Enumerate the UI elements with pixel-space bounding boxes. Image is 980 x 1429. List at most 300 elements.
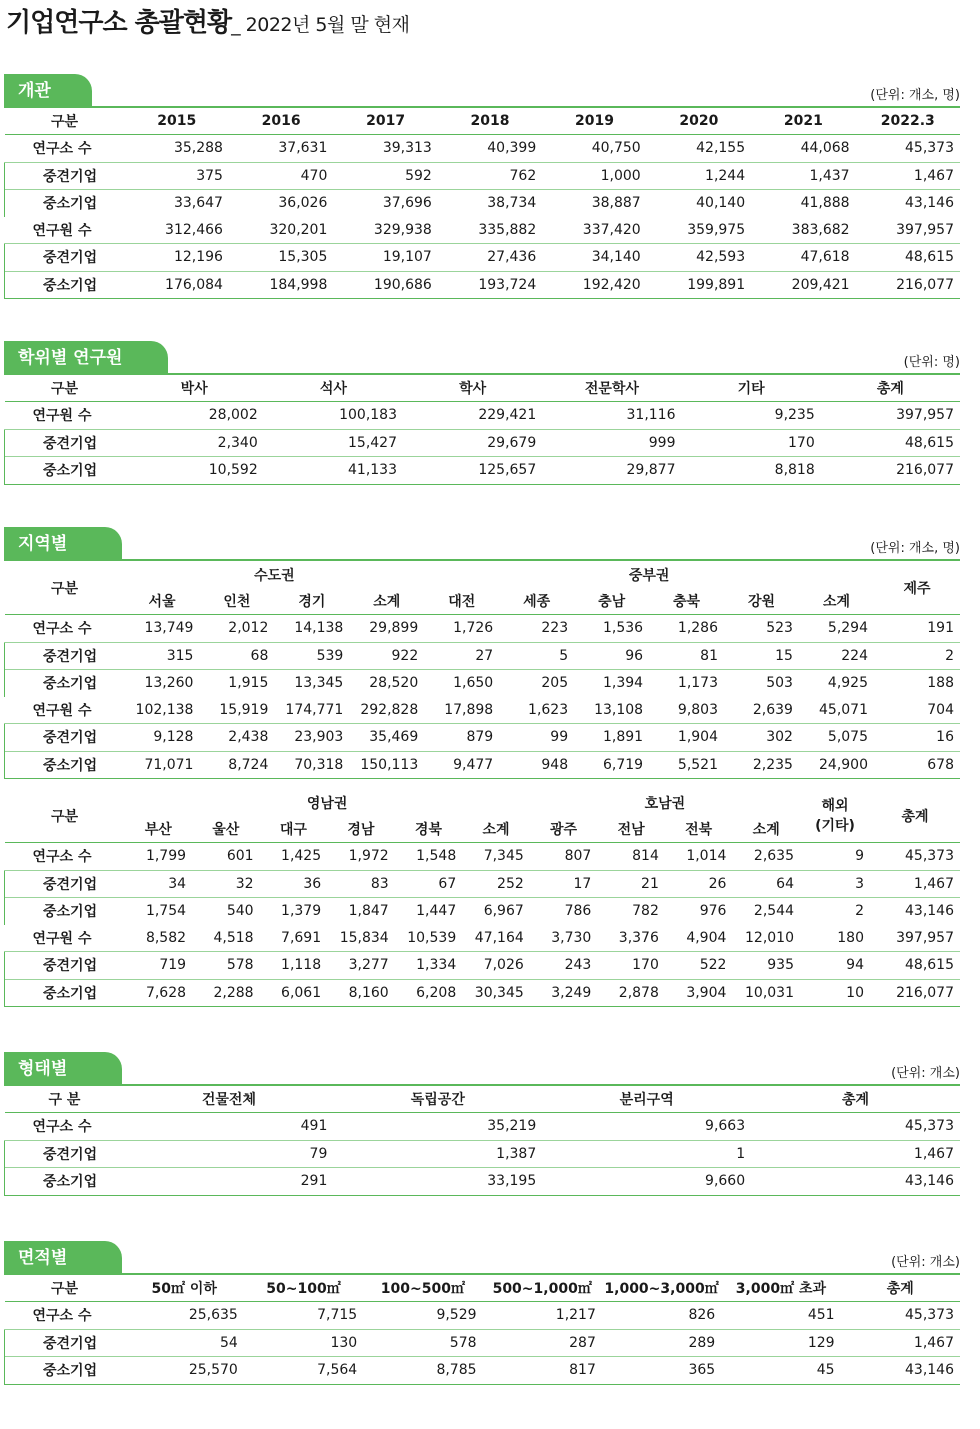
table-cell: 5,294 bbox=[827, 620, 868, 637]
table-cell: 3,277 bbox=[327, 952, 395, 980]
table-cell: 45 bbox=[721, 1357, 840, 1385]
table-row bbox=[5, 244, 961, 272]
table-row bbox=[5, 1113, 961, 1141]
col-header: 50~100㎡ bbox=[244, 1275, 363, 1302]
table-cell: 1,334 bbox=[395, 952, 463, 980]
table-cell: 1,467 bbox=[841, 1329, 960, 1357]
group-header-jungbugwon: 중부권 bbox=[628, 567, 670, 584]
section-overview bbox=[4, 74, 960, 299]
table-cell: 814 bbox=[632, 848, 659, 865]
table-cell: 3,730 bbox=[551, 929, 592, 946]
col-header: 소계 bbox=[462, 816, 530, 843]
col-header: 경기 bbox=[274, 588, 349, 615]
col-header: 전북 bbox=[665, 816, 733, 843]
row-label: 중견기업 bbox=[5, 724, 125, 752]
table-cell: 1,244 bbox=[647, 162, 751, 190]
section-tab: 면적별 bbox=[4, 1241, 122, 1275]
table-cell: 15 bbox=[724, 642, 799, 670]
table-row bbox=[5, 870, 961, 898]
table-cell: 32 bbox=[192, 870, 260, 898]
table-cell: 592 bbox=[333, 162, 437, 190]
table-cell: 8,160 bbox=[327, 979, 395, 1007]
table-cell: 15,427 bbox=[264, 429, 403, 457]
row-label: 중견기업 bbox=[5, 1329, 125, 1357]
table-cell: 43,146 bbox=[751, 1168, 960, 1196]
table-cell: 29,899 bbox=[369, 620, 419, 637]
table-cell: 522 bbox=[665, 952, 733, 980]
table-cell: 7,715 bbox=[317, 1307, 358, 1324]
table-cell: 1,118 bbox=[260, 952, 328, 980]
col-header: 2016 bbox=[229, 108, 333, 135]
table-cell: 47,618 bbox=[751, 244, 855, 272]
table-cell: 15,305 bbox=[229, 244, 333, 272]
table-row bbox=[5, 642, 961, 670]
row-label: 중견기업 bbox=[5, 642, 125, 670]
table-cell: 81 bbox=[649, 642, 724, 670]
table-cell: 4,904 bbox=[686, 929, 727, 946]
table-cell: 174,771 bbox=[285, 701, 344, 718]
table-cell: 79 bbox=[125, 1140, 334, 1168]
table-cell: 5,521 bbox=[649, 751, 724, 779]
col-header: 석사 bbox=[264, 375, 403, 402]
table-cell: 1,000 bbox=[542, 162, 646, 190]
table-cell: 2,639 bbox=[752, 701, 793, 718]
table-cell: 935 bbox=[732, 952, 800, 980]
table-cell: 45,373 bbox=[905, 848, 954, 865]
table-row bbox=[5, 843, 961, 871]
table-cell: 10,031 bbox=[732, 979, 800, 1007]
overseas-line1: 해외 bbox=[821, 797, 849, 814]
table-cell: 12,196 bbox=[125, 244, 229, 272]
table-row bbox=[5, 1357, 961, 1385]
table-cell: 879 bbox=[424, 724, 499, 752]
overview-table bbox=[4, 108, 960, 299]
table-cell: 312,466 bbox=[165, 221, 223, 238]
col-header: 2015 bbox=[125, 108, 229, 135]
col-header: 총계 bbox=[821, 375, 960, 402]
table-row bbox=[5, 1302, 961, 1330]
table-cell: 719 bbox=[125, 952, 193, 980]
table-cell: 48,615 bbox=[870, 952, 960, 980]
table-cell: 94 bbox=[800, 952, 870, 980]
table-cell: 289 bbox=[602, 1329, 721, 1357]
col-header: 서울 bbox=[125, 588, 200, 615]
table-cell: 67 bbox=[395, 870, 463, 898]
page-title bbox=[6, 2, 409, 39]
table-cell: 37,696 bbox=[333, 190, 437, 217]
table-row bbox=[5, 135, 961, 163]
table-cell: 1,650 bbox=[424, 670, 499, 697]
col-header-overseas bbox=[800, 789, 870, 843]
section-form bbox=[4, 1052, 960, 1196]
table-cell: 2,340 bbox=[125, 429, 264, 457]
table-cell: 1,467 bbox=[856, 162, 960, 190]
col-header: 2022.3 bbox=[856, 108, 960, 135]
table-cell: 817 bbox=[483, 1357, 602, 1385]
col-header-total: 총계 bbox=[870, 789, 960, 843]
table-cell: 6,061 bbox=[260, 979, 328, 1007]
table-cell: 1,394 bbox=[574, 670, 649, 697]
col-header: 강원 bbox=[724, 588, 799, 615]
table-cell: 359,975 bbox=[687, 221, 746, 238]
table-cell: 13,749 bbox=[144, 620, 194, 637]
table-cell: 948 bbox=[499, 751, 574, 779]
table-row bbox=[5, 979, 961, 1007]
col-header: 대구 bbox=[260, 816, 328, 843]
table-cell: 1,536 bbox=[602, 620, 644, 637]
table-cell: 578 bbox=[363, 1329, 482, 1357]
table-cell: 243 bbox=[530, 952, 598, 980]
table-cell: 8,724 bbox=[199, 751, 274, 779]
table-cell: 397,957 bbox=[896, 407, 954, 424]
col-header: 소계 bbox=[799, 588, 874, 615]
table-cell: 193,724 bbox=[438, 271, 542, 299]
table-row bbox=[5, 429, 961, 457]
table-cell: 1,972 bbox=[348, 848, 389, 865]
table-cell: 224 bbox=[799, 642, 874, 670]
table-row bbox=[5, 670, 961, 697]
table-cell: 34,140 bbox=[542, 244, 646, 272]
table-cell: 2,878 bbox=[597, 979, 665, 1007]
col-header-jeju: 제주 bbox=[874, 561, 960, 615]
col-header: 구분 bbox=[5, 108, 125, 135]
table-cell: 33,647 bbox=[125, 190, 229, 217]
table-row bbox=[5, 1168, 961, 1196]
row-label: 중소기업 bbox=[5, 751, 125, 779]
row-label: 연구원 수 bbox=[32, 702, 92, 719]
table-cell: 229,421 bbox=[478, 407, 537, 424]
section-header bbox=[4, 341, 960, 375]
table-cell: 383,682 bbox=[791, 221, 850, 238]
col-header: 소계 bbox=[349, 588, 424, 615]
section-header bbox=[4, 1052, 960, 1086]
table-cell: 7,026 bbox=[462, 952, 530, 980]
table-cell: 523 bbox=[766, 620, 793, 637]
table-cell: 10,592 bbox=[125, 457, 264, 485]
form-table bbox=[4, 1086, 960, 1196]
row-label: 중견기업 bbox=[5, 162, 125, 190]
table-cell: 47,164 bbox=[474, 929, 524, 946]
unit-label: (단위: 개소) bbox=[891, 1066, 960, 1081]
table-cell: 37,631 bbox=[278, 140, 328, 157]
table-cell: 365 bbox=[602, 1357, 721, 1385]
table-cell: 36 bbox=[260, 870, 328, 898]
table-row bbox=[5, 1329, 961, 1357]
table-row bbox=[5, 615, 961, 643]
row-label: 중소기업 bbox=[5, 979, 125, 1007]
col-header: 2019 bbox=[542, 108, 646, 135]
table-cell: 1,425 bbox=[281, 848, 322, 865]
table-cell: 302 bbox=[724, 724, 799, 752]
row-label: 중견기업 bbox=[5, 1140, 125, 1168]
table-cell: 27,436 bbox=[438, 244, 542, 272]
table-cell: 28,002 bbox=[208, 407, 258, 424]
table-cell: 34 bbox=[125, 870, 193, 898]
table-cell: 8,818 bbox=[682, 457, 821, 485]
table-row bbox=[5, 1140, 961, 1168]
table-cell: 12,010 bbox=[745, 929, 794, 946]
table-cell: 16 bbox=[874, 724, 960, 752]
table-cell: 9,803 bbox=[677, 701, 718, 718]
table-cell: 192,420 bbox=[542, 271, 646, 299]
table-cell: 184,998 bbox=[229, 271, 333, 299]
table-cell: 8,785 bbox=[363, 1357, 482, 1385]
unit-label: (단위: 개소, 명) bbox=[870, 541, 960, 556]
table-cell: 216,077 bbox=[821, 457, 960, 485]
table-cell: 40,140 bbox=[647, 190, 751, 217]
table-cell: 44,068 bbox=[800, 140, 850, 157]
table-cell: 291 bbox=[125, 1168, 334, 1196]
table-cell: 40,750 bbox=[591, 140, 641, 157]
table-cell: 1,891 bbox=[574, 724, 649, 752]
col-header: 충북 bbox=[649, 588, 724, 615]
table-cell: 54 bbox=[125, 1329, 244, 1357]
row-label: 중견기업 bbox=[5, 952, 125, 980]
table-cell: 491 bbox=[300, 1118, 328, 1135]
table-cell: 3,249 bbox=[530, 979, 598, 1007]
col-header: 전남 bbox=[597, 816, 665, 843]
col-header-label: 구분 bbox=[5, 561, 125, 615]
table-cell: 31,116 bbox=[626, 407, 676, 424]
table-cell: 6,719 bbox=[574, 751, 649, 779]
table-cell: 1,467 bbox=[870, 870, 960, 898]
table-row bbox=[5, 457, 961, 485]
table-cell: 7,628 bbox=[125, 979, 193, 1007]
section-header bbox=[4, 74, 960, 108]
table-cell: 470 bbox=[229, 162, 333, 190]
table-cell: 540 bbox=[192, 898, 260, 925]
table-cell: 2,235 bbox=[724, 751, 799, 779]
table-cell: 375 bbox=[125, 162, 229, 190]
table-row bbox=[5, 925, 961, 952]
section-tab: 개관 bbox=[4, 74, 92, 108]
table-cell: 45,373 bbox=[905, 1307, 954, 1324]
table-cell: 1,847 bbox=[327, 898, 395, 925]
table-cell: 704 bbox=[927, 701, 954, 718]
col-header: 학사 bbox=[403, 375, 542, 402]
table-cell: 999 bbox=[542, 429, 681, 457]
row-label: 중소기업 bbox=[5, 1357, 125, 1385]
table-cell: 102,138 bbox=[135, 701, 194, 718]
table-cell: 17 bbox=[530, 870, 598, 898]
table-cell: 1,904 bbox=[649, 724, 724, 752]
table-cell: 2 bbox=[874, 642, 960, 670]
table-cell: 43,146 bbox=[856, 190, 960, 217]
table-cell: 3,904 bbox=[665, 979, 733, 1007]
page-title-main: 기업연구소 총괄현황 bbox=[6, 8, 232, 38]
table-cell: 922 bbox=[349, 642, 424, 670]
table-cell: 8,582 bbox=[145, 929, 187, 946]
table-cell: 42,593 bbox=[647, 244, 751, 272]
table-cell: 15,919 bbox=[219, 701, 269, 718]
col-header: 총계 bbox=[841, 1275, 960, 1302]
col-header: 충남 bbox=[574, 588, 649, 615]
table-cell: 1,915 bbox=[199, 670, 274, 697]
region-table-1 bbox=[4, 561, 960, 779]
table-cell: 23,903 bbox=[274, 724, 349, 752]
table-cell: 216,077 bbox=[856, 271, 960, 299]
table-cell: 1,754 bbox=[125, 898, 193, 925]
table-cell: 45,373 bbox=[905, 140, 954, 157]
table-cell: 27 bbox=[424, 642, 499, 670]
row-label: 중소기업 bbox=[5, 457, 125, 485]
row-label: 연구소 수 bbox=[32, 621, 92, 638]
table-row bbox=[5, 697, 961, 724]
table-cell: 397,957 bbox=[896, 221, 954, 238]
table-row bbox=[5, 271, 961, 299]
table-cell: 176,084 bbox=[125, 271, 229, 299]
table-cell: 150,113 bbox=[349, 751, 424, 779]
table-cell: 329,938 bbox=[373, 221, 432, 238]
section-tab: 형태별 bbox=[4, 1052, 122, 1086]
row-label: 중소기업 bbox=[5, 898, 125, 925]
table-cell: 9,660 bbox=[542, 1168, 751, 1196]
table-cell: 39,313 bbox=[382, 140, 432, 157]
table-cell: 100,183 bbox=[339, 407, 397, 424]
table-cell: 786 bbox=[530, 898, 598, 925]
col-header: 구분 bbox=[5, 375, 125, 402]
table-cell: 7,345 bbox=[483, 848, 524, 865]
col-header: 독립공간 bbox=[333, 1086, 542, 1113]
col-header: 부산 bbox=[125, 816, 193, 843]
table-cell: 1,437 bbox=[751, 162, 855, 190]
col-header: 소계 bbox=[732, 816, 800, 843]
col-header-label: 구분 bbox=[5, 789, 125, 843]
section-tab: 지역별 bbox=[4, 527, 122, 561]
table-cell: 1,548 bbox=[416, 848, 457, 865]
group-header-sudogwon: 수도권 bbox=[254, 567, 295, 584]
table-cell: 25,635 bbox=[188, 1307, 238, 1324]
table-cell: 976 bbox=[665, 898, 733, 925]
region-table-2 bbox=[4, 789, 960, 1007]
table-cell: 35,288 bbox=[173, 140, 223, 157]
table-cell: 1,286 bbox=[677, 620, 718, 637]
col-header: 광주 bbox=[530, 816, 598, 843]
table-cell: 2,635 bbox=[753, 848, 794, 865]
table-cell: 48,615 bbox=[856, 244, 960, 272]
table-cell: 1,379 bbox=[260, 898, 328, 925]
table-cell: 21 bbox=[597, 870, 665, 898]
row-label: 연구원 수 bbox=[32, 222, 92, 239]
table-cell: 9,663 bbox=[705, 1118, 746, 1135]
table-cell: 2,012 bbox=[228, 620, 269, 637]
table-cell: 43,146 bbox=[841, 1357, 960, 1385]
table-cell: 2,288 bbox=[192, 979, 260, 1007]
row-label: 연구소 수 bbox=[32, 849, 92, 866]
table-cell: 5 bbox=[499, 642, 574, 670]
table-cell: 170 bbox=[597, 952, 665, 980]
table-cell: 3 bbox=[800, 870, 870, 898]
table-cell: 3,376 bbox=[618, 929, 659, 946]
col-header: 대전 bbox=[424, 588, 499, 615]
table-cell: 6,967 bbox=[462, 898, 530, 925]
row-label: 중소기업 bbox=[5, 190, 125, 217]
col-header: 전문학사 bbox=[542, 375, 681, 402]
row-label: 연구원 수 bbox=[32, 930, 92, 947]
col-header: 분리구역 bbox=[542, 1086, 751, 1113]
table-cell: 287 bbox=[483, 1329, 602, 1357]
table-cell: 6,208 bbox=[395, 979, 463, 1007]
col-header: 100~500㎡ bbox=[363, 1275, 482, 1302]
col-header: 구 분 bbox=[5, 1086, 125, 1113]
col-header: 50㎡ 이하 bbox=[125, 1275, 244, 1302]
table-cell: 209,421 bbox=[751, 271, 855, 299]
table-cell: 1 bbox=[542, 1140, 751, 1168]
table-cell: 7,564 bbox=[244, 1357, 363, 1385]
table-cell: 64 bbox=[732, 870, 800, 898]
table-cell: 320,201 bbox=[269, 221, 328, 238]
table-cell: 9,529 bbox=[436, 1307, 477, 1324]
row-label: 연구소 수 bbox=[32, 1308, 92, 1325]
table-cell: 199,891 bbox=[647, 271, 751, 299]
col-header: 총계 bbox=[751, 1086, 960, 1113]
table-cell: 9,235 bbox=[774, 407, 815, 424]
row-label: 중소기업 bbox=[5, 271, 125, 299]
row-label: 연구소 수 bbox=[32, 141, 92, 158]
table-cell: 807 bbox=[564, 848, 592, 865]
row-label: 중소기업 bbox=[5, 1168, 125, 1196]
table-cell: 68 bbox=[199, 642, 274, 670]
table-cell: 35,219 bbox=[487, 1118, 537, 1135]
col-header: 500~1,000㎡ bbox=[483, 1275, 602, 1302]
table-cell: 762 bbox=[438, 162, 542, 190]
col-header: 경북 bbox=[395, 816, 463, 843]
table-row bbox=[5, 952, 961, 980]
table-cell: 14,138 bbox=[294, 620, 344, 637]
table-cell: 223 bbox=[541, 620, 569, 637]
table-cell: 1,014 bbox=[686, 848, 727, 865]
table-cell: 125,657 bbox=[403, 457, 542, 485]
table-cell: 1,447 bbox=[395, 898, 463, 925]
table-cell: 1,623 bbox=[528, 701, 569, 718]
table-cell: 2 bbox=[800, 898, 870, 925]
row-label: 연구소 수 bbox=[32, 1119, 92, 1136]
col-header: 1,000~3,000㎡ bbox=[602, 1275, 721, 1302]
table-cell: 4,925 bbox=[799, 670, 874, 697]
unit-label: (단위: 개소) bbox=[891, 1255, 960, 1270]
col-header: 2020 bbox=[647, 108, 751, 135]
table-cell: 17,898 bbox=[444, 701, 494, 718]
table-cell: 96 bbox=[574, 642, 649, 670]
section-tab: 학위별 연구원 bbox=[4, 341, 168, 375]
table-row bbox=[5, 402, 961, 430]
table-cell: 190,686 bbox=[333, 271, 437, 299]
section-region bbox=[4, 527, 960, 1007]
table-cell: 1,726 bbox=[453, 620, 494, 637]
table-cell: 10 bbox=[800, 979, 870, 1007]
table-cell: 7,691 bbox=[281, 929, 322, 946]
table-cell: 43,146 bbox=[870, 898, 960, 925]
table-cell: 48,615 bbox=[821, 429, 960, 457]
table-cell: 1,387 bbox=[333, 1140, 542, 1168]
table-cell: 315 bbox=[125, 642, 200, 670]
table-cell: 70,318 bbox=[274, 751, 349, 779]
col-header: 구분 bbox=[5, 1275, 125, 1302]
table-cell: 1,467 bbox=[751, 1140, 960, 1168]
table-cell: 13,108 bbox=[594, 701, 644, 718]
table-cell: 13,345 bbox=[274, 670, 349, 697]
table-cell: 601 bbox=[226, 848, 254, 865]
table-cell: 2,544 bbox=[732, 898, 800, 925]
overseas-line2: (기타) bbox=[815, 817, 855, 834]
table-cell: 252 bbox=[462, 870, 530, 898]
col-header: 경남 bbox=[327, 816, 395, 843]
table-cell: 188 bbox=[874, 670, 960, 697]
table-cell: 45,071 bbox=[819, 701, 868, 718]
table-cell: 30,345 bbox=[462, 979, 530, 1007]
table-cell: 180 bbox=[837, 929, 864, 946]
table-cell: 99 bbox=[499, 724, 574, 752]
